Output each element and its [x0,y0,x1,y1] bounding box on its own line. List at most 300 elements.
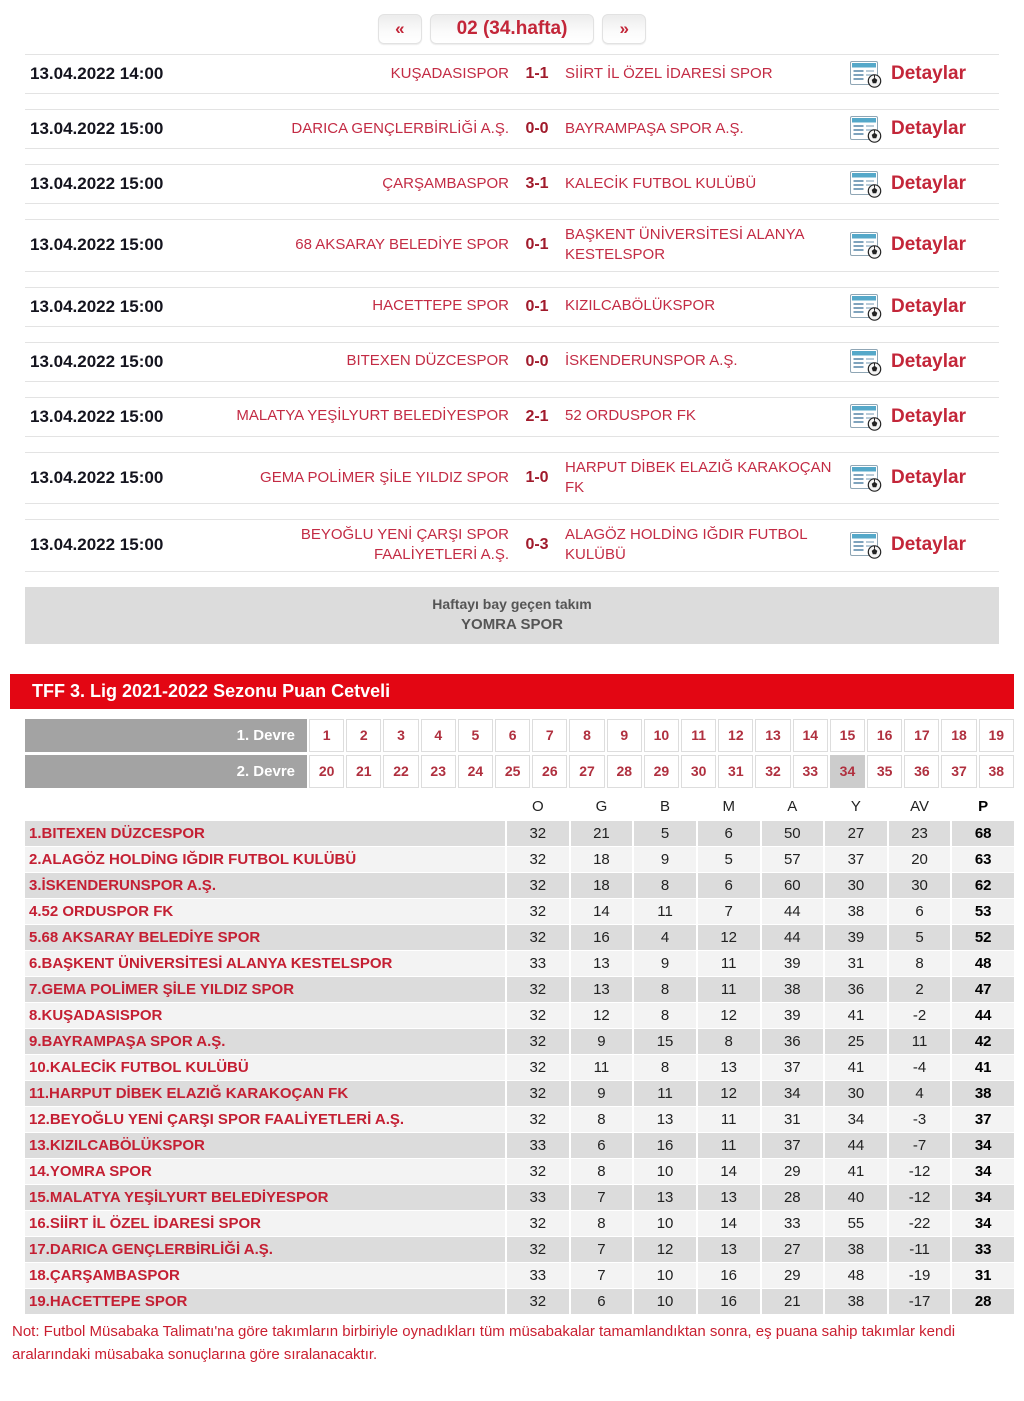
match-details-link[interactable] [849,115,999,143]
week-cell-26[interactable]: 26 [532,755,567,788]
standings-value-o: 32 [507,1159,569,1184]
week-cell-23[interactable]: 23 [421,755,456,788]
away-team-name: HARPUT DİBEK ELAZIĞ KARAKOÇAN FK [565,458,832,496]
standings-team-name: 1.BITEXEN DÜZCESPOR [25,821,505,846]
match-score: 0-1 [525,297,549,315]
match-details-link[interactable] [849,60,999,88]
standings-team-name: 14.YOMRA SPOR [25,1159,505,1184]
standings-value-o: 33 [507,1133,569,1158]
match-details-link[interactable] [849,231,999,259]
away-team-name: 52 ORDUSPOR FK [565,407,696,425]
standings-value-g: 18 [571,873,633,898]
match-score: 1-1 [525,65,549,82]
standings-team-name: 12.BEYOĞLU YENİ ÇARŞI SPOR FAALİYETLERİ A.Ş. [25,1107,505,1132]
standings-value-p: 34 [952,1159,1014,1184]
standings-value-g: 6 [571,1289,633,1314]
standings-value-y: 36 [825,977,887,1002]
standings-value-b: 16 [634,1133,696,1158]
match-score: 0-0 [525,120,549,137]
standings-team-name: 19.HACETTEPE SPOR [25,1289,505,1314]
standings-team-name: 13.KIZILCABÖLÜKSPOR [25,1133,505,1158]
standings-header-col-p: P [952,794,1014,820]
week-cell-28[interactable]: 28 [607,755,642,788]
standings-value-m: 14 [698,1159,760,1184]
standings-value-av: -12 [889,1159,951,1184]
home-team-name: ÇARŞAMBASPOR [382,174,509,192]
match-details-link[interactable] [849,531,999,559]
match-details-label: Detaylar [891,534,966,556]
standings-value-g: 8 [571,1107,633,1132]
match-details-label: Detaylar [891,118,966,139]
standings-value-y: 30 [825,873,887,898]
standings-value-g: 12 [571,1003,633,1028]
standings-value-g: 16 [571,925,633,950]
week-cell-27[interactable]: 27 [569,755,604,788]
standings-value-a: 29 [762,1159,824,1184]
next-week-button[interactable]: » [602,14,645,44]
standings-value-av: -11 [889,1237,951,1262]
standings-value-av: 30 [889,873,951,898]
standings-value-a: 34 [762,1081,824,1106]
standings-value-m: 8 [698,1029,760,1054]
standings-value-g: 9 [571,1081,633,1106]
match-row [25,342,999,382]
match-row [25,287,999,327]
standings-value-av: 8 [889,951,951,976]
standings-value-y: 38 [825,1289,887,1314]
standings-value-m: 12 [698,1081,760,1106]
match-score: 3-1 [525,175,549,192]
week-cell-7[interactable]: 7 [532,719,567,752]
standings-value-g: 11 [571,1055,633,1080]
week-cell-17[interactable]: 17 [904,719,939,752]
week-cell-2[interactable]: 2 [346,719,381,752]
home-team-name: GEMA POLİMER ŞİLE YILDIZ SPOR [260,468,509,486]
standings-value-y: 27 [825,821,887,846]
week-cell-19[interactable]: 19 [979,719,1014,752]
standings-value-av: -2 [889,1003,951,1028]
standings-value-a: 44 [762,899,824,924]
standings-header-row [25,794,1014,820]
week-cell-15[interactable]: 15 [830,719,865,752]
standings-header-col-g: G [571,794,633,820]
match-datetime: 13.04.2022 15:00 [30,296,164,316]
standings-value-p: 53 [952,899,1014,924]
bye-week-box [25,587,999,644]
standings-row [25,1107,1014,1132]
match-datetime: 13.04.2022 15:00 [30,119,164,138]
week-cell-14[interactable]: 14 [793,719,828,752]
standings-value-b: 11 [634,1081,696,1106]
match-datetime: 13.04.2022 15:00 [30,406,164,426]
week-cell-30[interactable]: 30 [681,755,716,788]
week-cell-16[interactable]: 16 [867,719,902,752]
week-cell-33[interactable]: 33 [793,755,828,788]
standings-value-b: 11 [634,899,696,924]
standings-row [25,1003,1014,1028]
match-row [25,54,999,94]
standings-header-team-spacer [25,794,505,820]
standings-value-a: 38 [762,977,824,1002]
match-report-icon [849,170,883,198]
week-navigation [10,10,1014,54]
standings-value-y: 31 [825,951,887,976]
standings-row [25,1133,1014,1158]
standings-value-g: 7 [571,1263,633,1288]
match-datetime: 13.04.2022 14:00 [30,64,164,83]
standings-value-m: 11 [698,1133,760,1158]
week-cell-11[interactable]: 11 [681,719,716,752]
standings-team-name: 6.BAŞKENT ÜNİVERSİTESİ ALANYA KESTELSPOR [25,951,505,976]
match-details-link[interactable] [849,464,999,492]
week-cell-20[interactable]: 20 [309,755,344,788]
standings-value-av: -4 [889,1055,951,1080]
standings-value-b: 13 [634,1107,696,1132]
standings-value-y: 40 [825,1185,887,1210]
standings-team-name: 10.KALECİK FUTBOL KULÜBÜ [25,1055,505,1080]
week-cell-5[interactable]: 5 [458,719,493,752]
standings-value-m: 11 [698,1107,760,1132]
standings-value-g: 13 [571,977,633,1002]
standings-value-p: 68 [952,821,1014,846]
standings-value-o: 32 [507,847,569,872]
away-team-name: İSKENDERUNSPOR A.Ş. [565,352,738,370]
standings-row [25,1289,1014,1314]
standings-value-o: 32 [507,1289,569,1314]
match-details-label: Detaylar [891,63,966,84]
standings-value-m: 16 [698,1289,760,1314]
standings-value-m: 12 [698,1003,760,1028]
standings-row [25,977,1014,1002]
standings-value-y: 41 [825,1003,887,1028]
week-cell-32[interactable]: 32 [755,755,790,788]
standings-value-o: 32 [507,1211,569,1236]
week-cell-18[interactable]: 18 [941,719,976,752]
standings-team-name: 17.DARICA GENÇLERBİRLİĞİ A.Ş. [25,1237,505,1262]
standings-row [25,1029,1014,1054]
standings-value-o: 33 [507,951,569,976]
standings-value-y: 30 [825,1081,887,1106]
standings-team-name: 9.BAYRAMPAŞA SPOR A.Ş. [25,1029,505,1054]
match-report-icon [849,531,883,559]
standings-value-p: 44 [952,1003,1014,1028]
home-team-name: BEYOĞLU YENİ ÇARŞI SPOR FAALİYETLERİ A.Ş. [300,526,509,564]
match-row [25,452,999,505]
week-cell-4[interactable]: 4 [421,719,456,752]
standings-team-name: 4.52 ORDUSPOR FK [25,899,505,924]
standings-value-g: 9 [571,1029,633,1054]
standings-title-bar: TFF 3. Lig 2021-2022 Sezonu Puan Cetveli [10,674,1014,709]
home-team-name: MALATYA YEŞİLYURT BELEDİYESPOR [236,407,509,425]
standings-value-a: 37 [762,1133,824,1158]
standings-team-name: 15.MALATYA YEŞİLYURT BELEDİYESPOR [25,1185,505,1210]
current-week-button[interactable]: 02 (34.hafta) [430,14,595,44]
standings-value-o: 32 [507,1237,569,1262]
standings-table [25,794,1014,1314]
week-cell-12[interactable]: 12 [718,719,753,752]
match-details-link[interactable] [849,293,999,321]
standings-value-a: 31 [762,1107,824,1132]
standings-value-p: 37 [952,1107,1014,1132]
home-team-name: KUŞADASISPOR [390,64,509,82]
standings-value-y: 41 [825,1159,887,1184]
standings-value-m: 14 [698,1211,760,1236]
standings-value-b: 4 [634,925,696,950]
standings-value-o: 33 [507,1263,569,1288]
standings-value-av: -12 [889,1185,951,1210]
standings-team-name: 18.ÇARŞAMBASPOR [25,1263,505,1288]
round-1-label: 1. Devre [25,719,307,752]
standings-value-av: -17 [889,1289,951,1314]
standings-value-av: -22 [889,1211,951,1236]
standings-value-b: 5 [634,821,696,846]
week-cell-10[interactable]: 10 [644,719,679,752]
standings-value-g: 14 [571,899,633,924]
match-details-label: Detaylar [891,234,966,256]
match-report-icon [849,403,883,431]
round-2-label: 2. Devre [25,755,307,788]
match-report-icon [849,464,883,492]
standings-value-b: 13 [634,1185,696,1210]
standings-value-a: 60 [762,873,824,898]
match-row [25,164,999,204]
standings-value-a: 33 [762,1211,824,1236]
standings-value-m: 13 [698,1185,760,1210]
match-details-link[interactable] [849,348,999,376]
standings-value-b: 8 [634,977,696,1002]
standings-row [25,1211,1014,1236]
standings-value-av: -3 [889,1107,951,1132]
standings-value-y: 37 [825,847,887,872]
standings-value-p: 48 [952,951,1014,976]
standings-value-p: 34 [952,1185,1014,1210]
prev-week-button[interactable]: « [378,14,421,44]
standings-value-p: 28 [952,1289,1014,1314]
match-list [25,54,999,572]
standings-value-b: 12 [634,1237,696,1262]
match-score: 0-3 [525,536,549,554]
standings-value-m: 12 [698,925,760,950]
standings-value-p: 47 [952,977,1014,1002]
standings-value-b: 8 [634,1055,696,1080]
standings-value-a: 37 [762,1055,824,1080]
standings-team-name: 8.KUŞADASISPOR [25,1003,505,1028]
standings-value-o: 32 [507,1003,569,1028]
standings-value-o: 32 [507,873,569,898]
standings-value-y: 38 [825,1237,887,1262]
standings-value-a: 57 [762,847,824,872]
standings-value-a: 44 [762,925,824,950]
standings-value-p: 38 [952,1081,1014,1106]
match-row [25,397,999,437]
week-cell-38[interactable]: 38 [979,755,1014,788]
standings-row [25,873,1014,898]
standings-row [25,899,1014,924]
week-cell-1[interactable]: 1 [309,719,344,752]
standings-value-p: 41 [952,1055,1014,1080]
standings-header-col-o: O [507,794,569,820]
standings-value-av: -7 [889,1133,951,1158]
standings-value-a: 28 [762,1185,824,1210]
standings-value-p: 52 [952,925,1014,950]
week-cell-31[interactable]: 31 [718,755,753,788]
standings-row [25,1237,1014,1262]
match-report-icon [849,231,883,259]
standings-value-p: 62 [952,873,1014,898]
match-datetime: 13.04.2022 15:00 [30,351,164,371]
standings-value-a: 39 [762,951,824,976]
standings-row [25,847,1014,872]
standings-value-m: 7 [698,899,760,924]
bye-week-label: Haftayı bay geçen takım [432,595,592,612]
match-datetime: 13.04.2022 15:00 [30,174,164,193]
match-row [25,519,999,572]
standings-value-av: 6 [889,899,951,924]
match-details-link[interactable] [849,170,999,198]
match-details-label: Detaylar [891,350,966,372]
match-report-icon [849,60,883,88]
standings-value-o: 32 [507,925,569,950]
standings-row [25,1159,1014,1184]
standings-value-g: 6 [571,1133,633,1158]
match-datetime: 13.04.2022 15:00 [30,535,164,555]
standings-row [25,1081,1014,1106]
standings-value-a: 27 [762,1237,824,1262]
home-team-name: 68 AKSARAY BELEDİYE SPOR [295,236,509,254]
standings-value-b: 10 [634,1159,696,1184]
week-cell-9[interactable]: 9 [607,719,642,752]
standings-value-o: 32 [507,1029,569,1054]
standings-value-m: 13 [698,1237,760,1262]
standings-value-g: 8 [571,1211,633,1236]
footer-note: Not: Futbol Müsabaka Talimatı'na göre takımların birbiriyle oynadıkları tüm müsabakalar tamamlandıktan sonra, eş puana sahip takımlar kendi aralarındaki müsabaka sonuçlarına göre sıralanacaktır. [12,1322,956,1363]
standings-value-b: 8 [634,1003,696,1028]
week-cell-8[interactable]: 8 [569,719,604,752]
standings-team-name: 3.İSKENDERUNSPOR A.Ş. [25,873,505,898]
standings-value-b: 15 [634,1029,696,1054]
standings-team-name: 16.SİİRT İL ÖZEL İDARESİ SPOR [25,1211,505,1236]
week-cell-35[interactable]: 35 [867,755,902,788]
standings-value-o: 32 [507,977,569,1002]
standings-value-a: 21 [762,1289,824,1314]
standings-row [25,1263,1014,1288]
standings-value-o: 33 [507,1185,569,1210]
away-team-name: KALECİK FUTBOL KULÜBÜ [565,174,757,192]
standings-team-name: 5.68 AKSARAY BELEDİYE SPOR [25,925,505,950]
match-details-label: Detaylar [891,173,966,194]
standings-value-b: 10 [634,1211,696,1236]
week-cell-24[interactable]: 24 [458,755,493,788]
standings-value-g: 21 [571,821,633,846]
standings-value-a: 39 [762,1003,824,1028]
standings-header-col-y: Y [825,794,887,820]
standings-value-y: 38 [825,899,887,924]
standings-value-av: 2 [889,977,951,1002]
standings-value-o: 32 [507,1055,569,1080]
standings-header-col-m: M [698,794,760,820]
standings-value-b: 8 [634,873,696,898]
round-row-1 [25,719,1014,752]
standings-value-m: 11 [698,951,760,976]
standings-row [25,821,1014,846]
match-report-icon [849,348,883,376]
home-team-name: BITEXEN DÜZCESPOR [346,352,509,370]
round-selector [25,719,1014,788]
standings-value-p: 34 [952,1211,1014,1236]
standings-value-g: 13 [571,951,633,976]
standings-value-m: 5 [698,847,760,872]
match-score: 1-0 [525,468,549,486]
week-cell-21[interactable]: 21 [346,755,381,788]
away-team-name: KIZILCABÖLÜKSPOR [565,297,716,315]
standings-value-av: 4 [889,1081,951,1106]
bye-week-team: YOMRA SPOR [461,615,563,633]
standings-value-y: 44 [825,1133,887,1158]
standings-team-name: 11.HARPUT DİBEK ELAZIĞ KARAKOÇAN FK [25,1081,505,1106]
week-cell-25[interactable]: 25 [495,755,530,788]
week-cell-29[interactable]: 29 [644,755,679,788]
match-details-label: Detaylar [891,466,966,488]
away-team-name: BAŞKENT ÜNİVERSİTESİ ALANYA KESTELSPOR [565,226,804,264]
standings-value-b: 10 [634,1263,696,1288]
standings-value-av: 11 [889,1029,951,1054]
match-details-label: Detaylar [891,295,966,317]
standings-value-y: 25 [825,1029,887,1054]
standings-row [25,951,1014,976]
standings-team-name: 7.GEMA POLİMER ŞİLE YILDIZ SPOR [25,977,505,1002]
week-cell-13[interactable]: 13 [755,719,790,752]
standings-value-p: 42 [952,1029,1014,1054]
standings-body [25,821,1014,1314]
standings-value-m: 6 [698,821,760,846]
standings-value-y: 39 [825,925,887,950]
week-cell-34[interactable]: 34 [830,755,865,788]
week-cell-3[interactable]: 3 [383,719,418,752]
standings-value-av: -19 [889,1263,951,1288]
standings-value-p: 31 [952,1263,1014,1288]
match-report-icon [849,293,883,321]
standings-value-o: 32 [507,1107,569,1132]
away-team-name: BAYRAMPAŞA SPOR A.Ş. [565,119,744,137]
standings-value-a: 29 [762,1263,824,1288]
standings-row [25,1055,1014,1080]
week-cell-36[interactable]: 36 [904,755,939,788]
standings-value-y: 48 [825,1263,887,1288]
match-report-icon [849,115,883,143]
standings-value-y: 55 [825,1211,887,1236]
match-datetime: 13.04.2022 15:00 [30,467,164,487]
standings-value-m: 16 [698,1263,760,1288]
match-score: 0-0 [525,352,549,370]
match-row [25,219,999,272]
match-score: 0-1 [525,236,549,254]
standings-header-col-av: AV [889,794,951,820]
standings-row [25,925,1014,950]
standings-value-g: 8 [571,1159,633,1184]
standings-value-p: 33 [952,1237,1014,1262]
match-row [25,109,999,149]
week-cell-22[interactable]: 22 [383,755,418,788]
standings-value-g: 18 [571,847,633,872]
standings-row [25,1185,1014,1210]
standings-value-g: 7 [571,1185,633,1210]
match-details-link[interactable] [849,403,999,431]
week-cell-37[interactable]: 37 [941,755,976,788]
match-score: 2-1 [525,407,549,425]
away-team-name: ALAGÖZ HOLDİNG IĞDIR FUTBOL KULÜBÜ [565,526,807,564]
home-team-name: DARICA GENÇLERBİRLİĞİ A.Ş. [291,119,509,137]
week-cell-6[interactable]: 6 [495,719,530,752]
